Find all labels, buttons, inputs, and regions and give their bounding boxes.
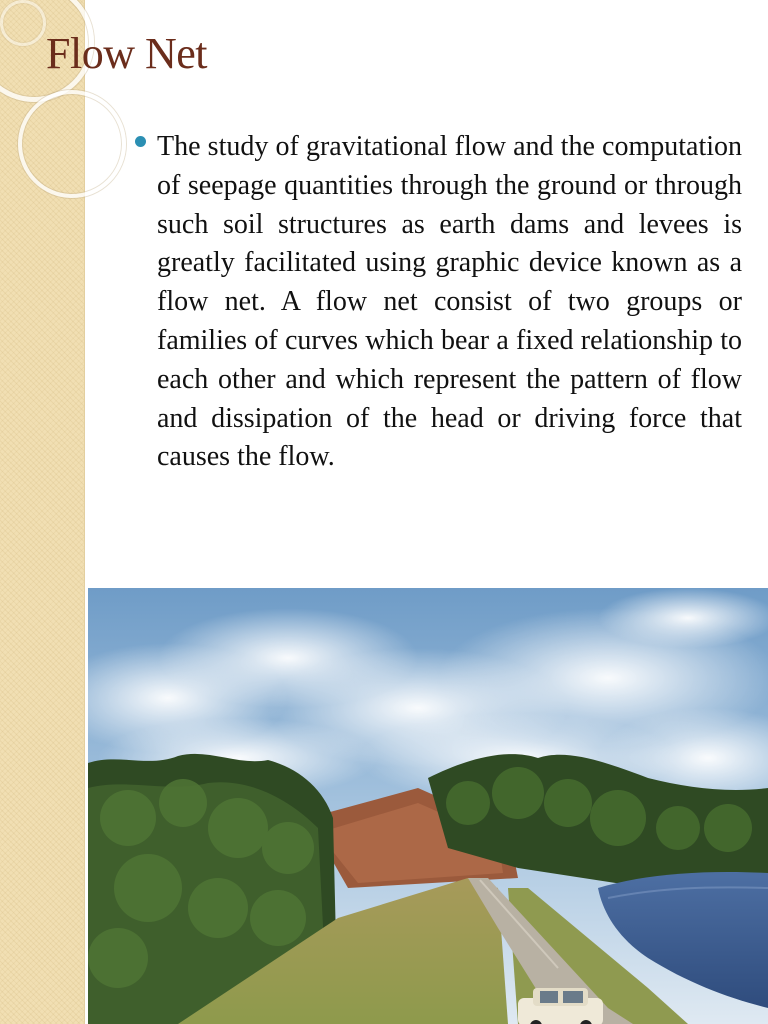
bullet-dot-icon (135, 136, 146, 147)
slide-title: Flow Net (46, 29, 207, 78)
decorative-ring (0, 0, 46, 46)
earth-dam-photo (88, 588, 768, 1024)
decorative-ring (18, 90, 126, 198)
decorative-side-band (0, 0, 85, 1024)
bullet-text: The study of gravitational flow and the computation of seepage quantities through the ground or through such soil structures as earth dams and levees is greatly facilitated using graphic device known as a flow net. A flow net consist of two groups or families of curves which bear a fixed relationship to each other and which represent the pattern of flow and dissipation of the head or driving force that causes the flow. (157, 131, 742, 473)
